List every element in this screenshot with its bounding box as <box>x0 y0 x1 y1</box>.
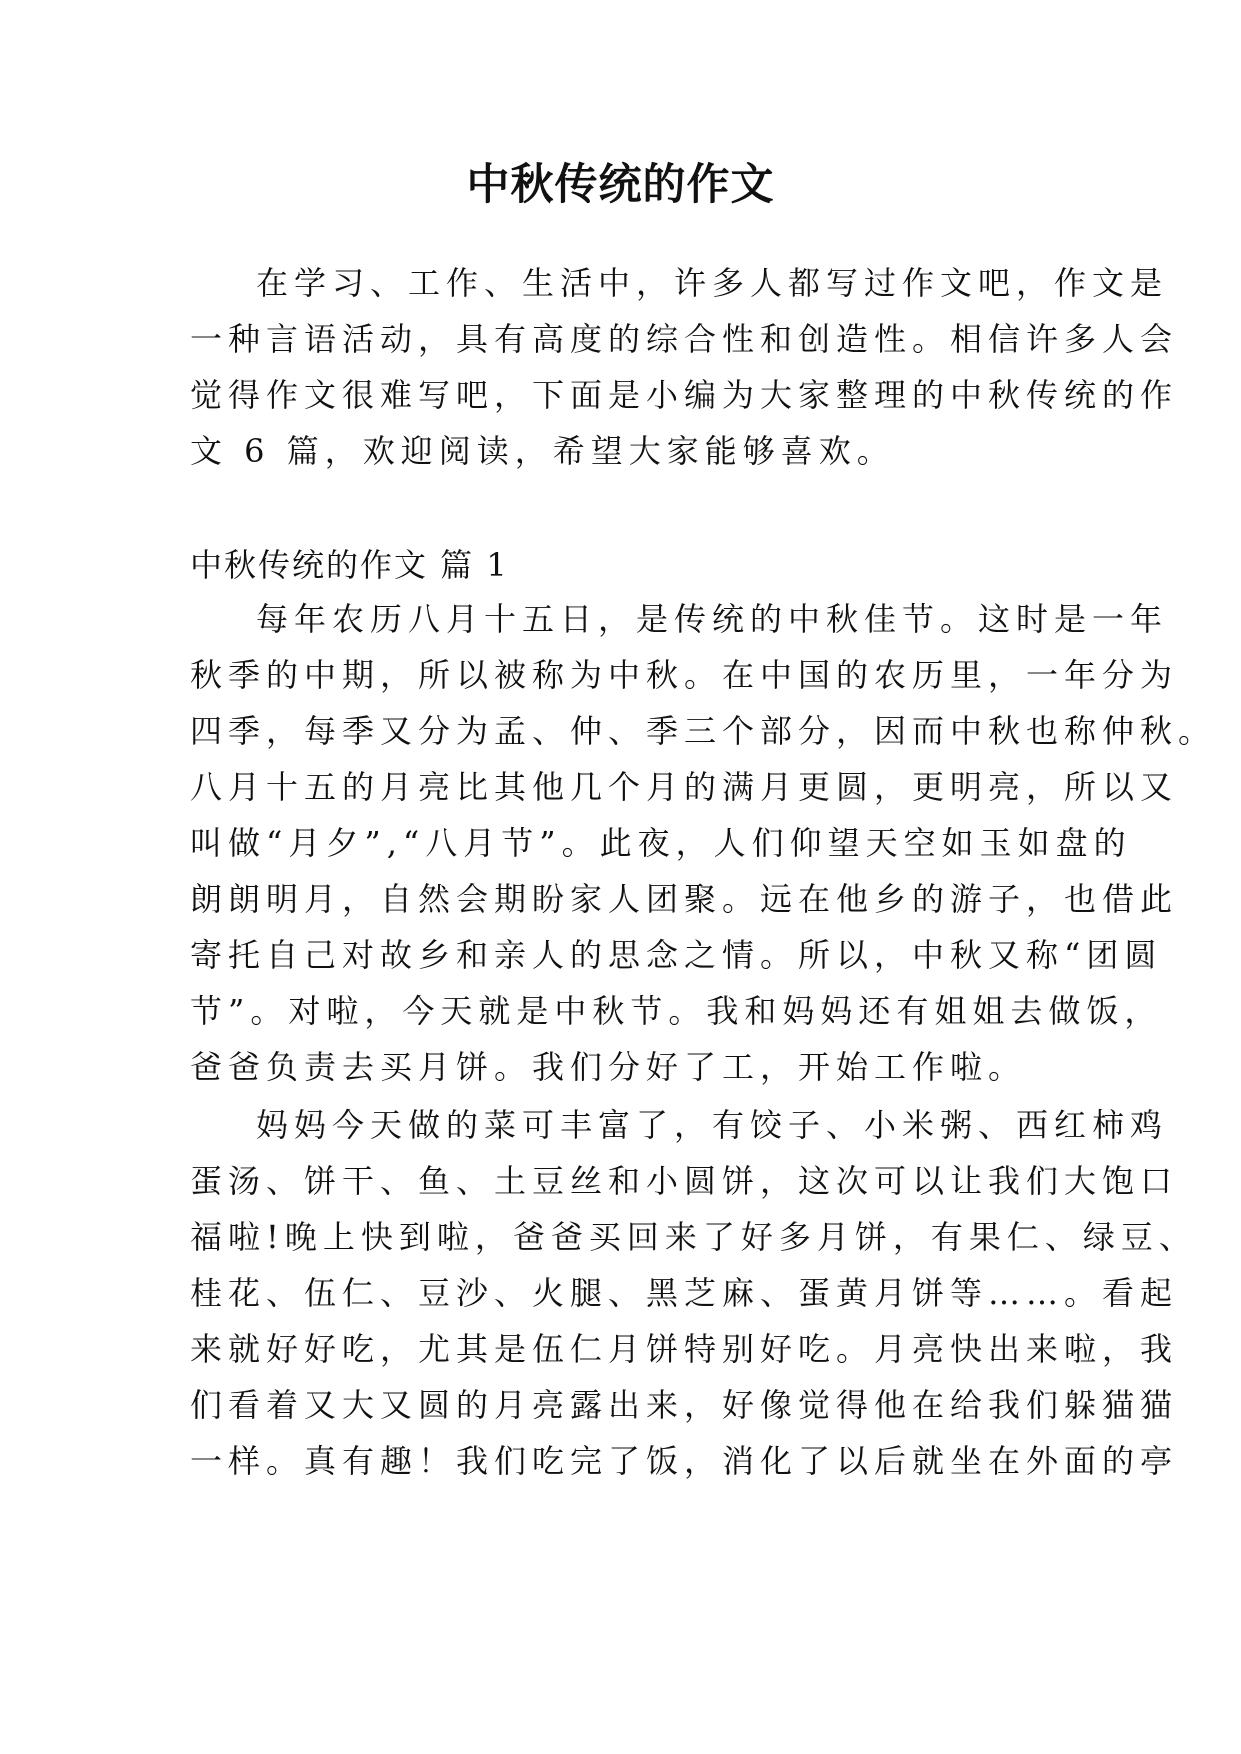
paragraph1-line-4: 八月十五的月亮比其他几个月的满月更圆，更明亮，所以又 <box>190 768 1179 806</box>
intro-line-4: 文 6 篇，欢迎阅读，希望大家能够喜欢。 <box>190 432 895 470</box>
paragraph2-line-1: 妈妈今天做的菜可丰富了，有饺子、小米粥、西红柿鸡 <box>256 1106 1169 1144</box>
paragraph1-line-5: 叫做“月夕”,“八月节”。此夜，人们仰望天空如玉如盘的 <box>190 824 1132 862</box>
document-title: 中秋传统的作文 <box>466 160 775 210</box>
paragraph1-line-7: 寄托自己对故乡和亲人的思念之情。所以，中秋又称“团圆 <box>190 936 1163 974</box>
paragraph1-line-3: 四季，每季又分为孟、仲、季三个部分，因而中秋也称仲秋。 <box>190 712 1217 750</box>
intro-line-2: 一种言语活动，具有高度的综合性和创造性。相信许多人会 <box>190 320 1179 358</box>
paragraph1-line-9: 爸爸负责去买月饼。我们分好了工，开始工作啦。 <box>190 1048 1027 1086</box>
paragraph1-line-2: 秋季的中期，所以被称为中秋。在中国的农历里，一年分为 <box>190 656 1179 694</box>
intro-line-3: 觉得作文很难写吧，下面是小编为大家整理的中秋传统的作 <box>190 376 1179 414</box>
paragraph1-line-6: 朗朗明月，自然会期盼家人团聚。远在他乡的游子，也借此 <box>190 880 1179 918</box>
paragraph2-line-6: 们看着又大又圆的月亮露出来，好像觉得他在给我们躲猫猫 <box>190 1386 1179 1424</box>
paragraph2-line-4: 桂花、伍仁、豆沙、火腿、黑芝麻、蛋黄月饼等……。看起 <box>190 1274 1179 1312</box>
paragraph2-line-5: 来就好好吃，尤其是伍仁月饼特别好吃。月亮快出来啦，我 <box>190 1330 1179 1368</box>
section-heading: 中秋传统的作文 篇 1 <box>190 546 509 584</box>
paragraph2-line-3: 福啦!晚上快到啦，爸爸买回来了好多月饼，有果仁、绿豆、 <box>190 1218 1197 1256</box>
intro-line-1: 在学习、工作、生活中，许多人都写过作文吧，作文是 <box>256 264 1169 302</box>
paragraph2-line-2: 蛋汤、饼干、鱼、土豆丝和小圆饼，这次可以让我们大饱口 <box>190 1162 1179 1200</box>
paragraph1-line-1: 每年农历八月十五日，是传统的中秋佳节。这时是一年 <box>256 600 1169 638</box>
paragraph1-line-8: 节”。对啦，今天就是中秋节。我和妈妈还有姐姐去做饭， <box>190 992 1163 1030</box>
paragraph2-line-7: 一样。真有趣！我们吃完了饭，消化了以后就坐在外面的亭 <box>190 1442 1179 1480</box>
